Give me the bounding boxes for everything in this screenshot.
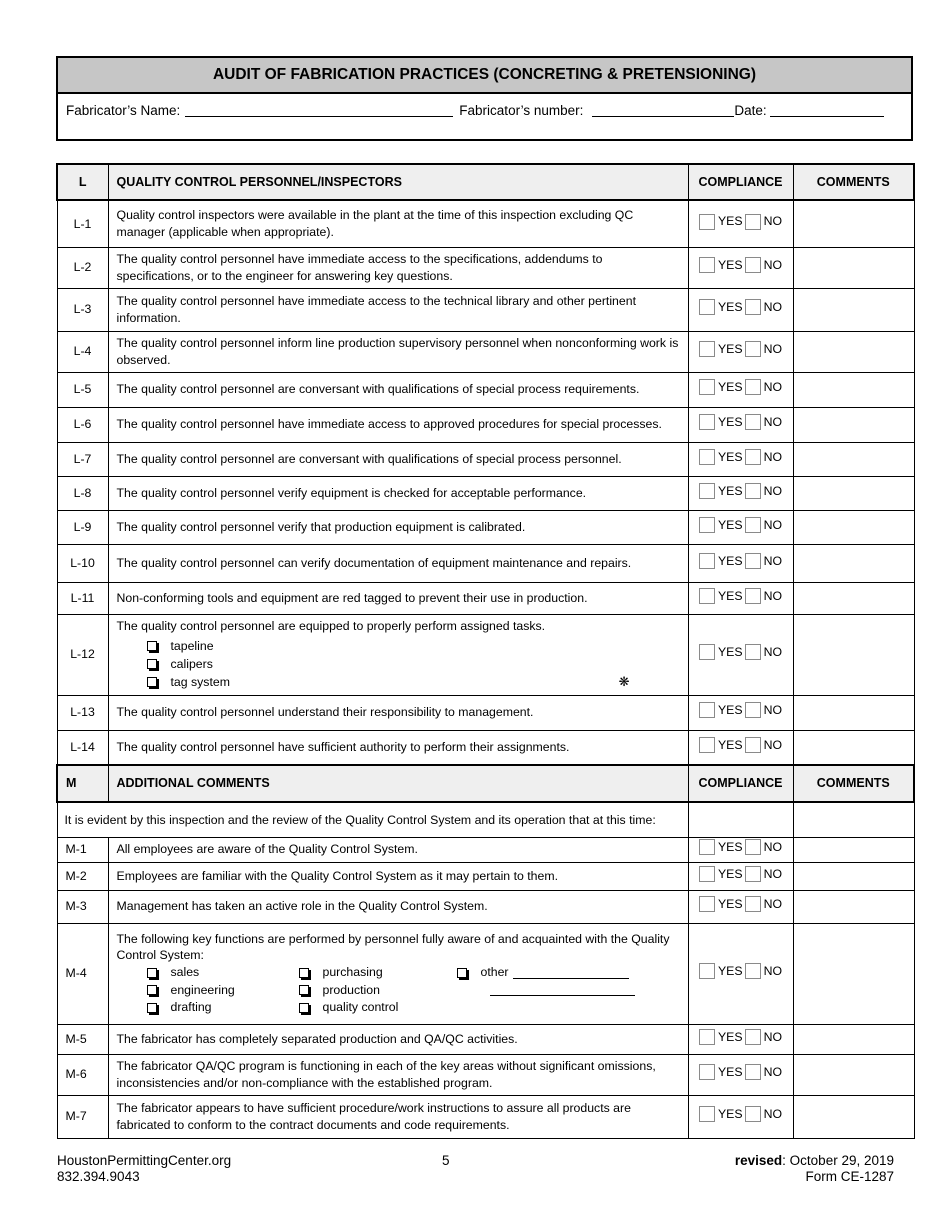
row-text: The quality control personnel have immediate access to the technical library and other pertinent information. [108, 288, 688, 331]
row-text: The quality control personnel have sufficient authority to perform their assignments. [108, 730, 688, 765]
comments-header: COMMENTS [793, 765, 914, 802]
date-field [734, 103, 883, 118]
footer-revision [735, 1153, 894, 1185]
comments-cell[interactable] [793, 407, 914, 442]
row-text: The fabricator QA/QC program is functioning in each of the key areas without significant omissions, inconsistencies and/or non-compliance with the established program. [108, 1054, 688, 1095]
row-id: L-6 [57, 407, 108, 442]
checklist-table [56, 163, 915, 1139]
no-checkbox[interactable] [745, 299, 761, 315]
form-title: AUDIT OF FABRICATION PRACTICES (CONCRETING & PRETENSIONING) [58, 58, 911, 94]
no-label: NO [763, 300, 783, 315]
no-label: NO [763, 553, 783, 568]
no-label: NO [763, 483, 783, 498]
compliance-cell [688, 582, 793, 614]
comments-cell[interactable] [793, 1095, 914, 1138]
empty-cell [457, 999, 657, 1017]
purchasing-checkbox[interactable] [299, 968, 309, 978]
comments-header: COMMENTS [793, 164, 914, 200]
no-label: NO [763, 517, 783, 532]
yes-checkbox[interactable] [699, 737, 715, 753]
yes-checkbox[interactable] [699, 1106, 715, 1122]
engineering-checkbox[interactable] [147, 985, 157, 995]
row-text [108, 614, 688, 695]
yes-checkbox[interactable] [699, 866, 715, 882]
comments-cell[interactable] [793, 1024, 914, 1054]
list-item [299, 964, 457, 982]
no-label: NO [763, 449, 783, 464]
compliance-cell [688, 695, 793, 730]
compliance-header: COMPLIANCE [688, 765, 793, 802]
compliance-cell [688, 890, 793, 923]
row-id: M-6 [57, 1054, 108, 1095]
row-text: Quality control inspectors were available in the plant at the time of this inspection excluding QC manager (applicable when appropriate). [108, 200, 688, 247]
compliance-cell [688, 544, 793, 582]
section-m-title: ADDITIONAL COMMENTS [108, 765, 688, 802]
no-label: NO [763, 380, 783, 395]
compliance-cell [688, 200, 793, 247]
no-label: NO [763, 1029, 783, 1044]
yes-label: YES [717, 737, 743, 752]
row-text: The fabricator appears to have sufficient procedure/work instructions to assure all products are fabricated to conform to the contract documents and code requirements. [108, 1095, 688, 1138]
table-row [57, 1095, 914, 1138]
footer-phone: 832.394.9043 [57, 1169, 140, 1184]
no-checkbox[interactable] [745, 1106, 761, 1122]
yes-checkbox[interactable] [699, 1029, 715, 1045]
compliance-cell [688, 442, 793, 476]
yes-checkbox[interactable] [699, 257, 715, 273]
table-row [57, 200, 914, 247]
list-item [117, 655, 680, 673]
row-text [108, 923, 688, 1024]
compliance-cell [688, 1054, 793, 1095]
row-id: L-4 [57, 331, 108, 372]
yes-label: YES [717, 588, 743, 603]
row-id: L-11 [57, 582, 108, 614]
comments-cell[interactable] [793, 510, 914, 544]
yes-checkbox[interactable] [699, 702, 715, 718]
row-text: The quality control personnel have immediate access to approved procedures for special processes. [108, 407, 688, 442]
no-label: NO [763, 840, 783, 855]
row-id: L-10 [57, 544, 108, 582]
no-label: NO [763, 703, 783, 718]
yes-label: YES [717, 342, 743, 357]
list-item [299, 981, 457, 999]
other-checkbox[interactable] [457, 968, 467, 978]
comments-cell[interactable] [793, 890, 914, 923]
table-row [57, 730, 914, 765]
no-checkbox[interactable] [745, 214, 761, 230]
yes-checkbox[interactable] [699, 483, 715, 499]
table-row [57, 510, 914, 544]
row-id: L-12 [57, 614, 108, 695]
yes-label: YES [717, 840, 743, 855]
tapeline-checkbox[interactable] [147, 641, 157, 651]
other-input[interactable] [513, 967, 629, 979]
table-row [57, 923, 914, 1024]
no-checkbox[interactable] [745, 1029, 761, 1045]
fabricator-number-field [459, 103, 734, 118]
yes-label: YES [717, 258, 743, 273]
row-id: L-5 [57, 372, 108, 407]
yes-label: YES [717, 415, 743, 430]
yes-label: YES [717, 483, 743, 498]
compliance-cell [688, 372, 793, 407]
row-id: L-9 [57, 510, 108, 544]
list-item [117, 673, 680, 691]
no-checkbox[interactable] [745, 1064, 761, 1080]
list-item [457, 964, 657, 982]
yes-checkbox[interactable] [699, 379, 715, 395]
page-number: 5 [442, 1153, 450, 1168]
function-label: quality control [322, 1000, 399, 1015]
production-checkbox[interactable] [299, 985, 309, 995]
other-input-line-2[interactable] [490, 984, 635, 996]
yes-checkbox[interactable] [699, 644, 715, 660]
no-label: NO [763, 866, 783, 881]
no-checkbox[interactable] [745, 963, 761, 979]
function-label: production [322, 982, 380, 997]
yes-checkbox[interactable] [699, 299, 715, 315]
section-m-intro: It is evident by this inspection and the review of the Quality Control System and its operation that at this time: [57, 802, 688, 837]
sub-item-label: tapeline [170, 639, 214, 653]
row-text: The quality control personnel inform line production supervisory personnel when nonconforming work is observed. [108, 331, 688, 372]
function-label: other [480, 965, 509, 980]
sales-checkbox[interactable] [147, 968, 157, 978]
list-item [147, 981, 299, 999]
table-row [57, 288, 914, 331]
comments-cell[interactable] [793, 288, 914, 331]
yes-label: YES [717, 300, 743, 315]
row-text: The quality control personnel understand their responsibility to management. [108, 695, 688, 730]
compliance-cell [688, 407, 793, 442]
row-id: M-3 [57, 890, 108, 923]
no-label: NO [763, 258, 783, 273]
sub-item-label: tag system [170, 675, 230, 689]
no-label: NO [763, 214, 783, 229]
table-row [57, 247, 914, 288]
table-row [57, 802, 914, 837]
row-id: M-4 [57, 923, 108, 1024]
table-row [57, 862, 914, 890]
yes-checkbox[interactable] [699, 214, 715, 230]
list-item [457, 981, 657, 999]
row-text: The quality control personnel verify equipment is checked for acceptable performance. [108, 476, 688, 510]
date-input[interactable] [770, 103, 884, 117]
tag-system-checkbox[interactable] [147, 677, 157, 687]
comments-cell[interactable] [793, 200, 914, 247]
no-checkbox[interactable] [745, 866, 761, 882]
row-text: Management has taken an active role in the Quality Control System. [108, 890, 688, 923]
list-item [147, 999, 299, 1017]
compliance-cell [688, 730, 793, 765]
no-label: NO [763, 645, 783, 660]
no-checkbox[interactable] [745, 737, 761, 753]
revised-label: revised [734, 1153, 783, 1168]
comments-cell[interactable] [793, 837, 914, 862]
fabricator-name-field [66, 103, 453, 118]
fabricator-name-label: Fabricator’s Name: [66, 103, 181, 118]
comments-cell[interactable] [793, 923, 914, 1024]
yes-label: YES [717, 1065, 743, 1080]
yes-label: YES [717, 1107, 743, 1122]
row-text: The quality control personnel verify that production equipment is calibrated. [108, 510, 688, 544]
comments-cell[interactable] [793, 582, 914, 614]
comments-cell[interactable] [793, 442, 914, 476]
comments-cell[interactable] [793, 476, 914, 510]
key-functions-list [117, 964, 680, 1017]
table-row [57, 331, 914, 372]
no-label: NO [763, 415, 783, 430]
row-id: L-7 [57, 442, 108, 476]
compliance-cell [688, 476, 793, 510]
yes-checkbox[interactable] [699, 517, 715, 533]
yes-checkbox[interactable] [699, 553, 715, 569]
header-fields [58, 94, 911, 118]
row-text: All employees are aware of the Quality Control System. [108, 837, 688, 862]
yes-label: YES [717, 964, 743, 979]
no-checkbox[interactable] [745, 588, 761, 604]
table-row [57, 1024, 914, 1054]
yes-checkbox[interactable] [699, 414, 715, 430]
function-label: sales [170, 965, 200, 980]
row-text: Employees are familiar with the Quality Control System as it may pertain to them. [108, 862, 688, 890]
fabricator-name-input[interactable] [185, 103, 453, 117]
comments-cell[interactable] [793, 544, 914, 582]
compliance-header: COMPLIANCE [688, 164, 793, 200]
compliance-cell [688, 247, 793, 288]
no-checkbox[interactable] [745, 553, 761, 569]
yes-checkbox[interactable] [699, 963, 715, 979]
row-id: L-8 [57, 476, 108, 510]
comments-cell[interactable] [793, 730, 914, 765]
no-checkbox[interactable] [745, 644, 761, 660]
revised-date: : October 29, 2019 [782, 1153, 894, 1168]
no-checkbox[interactable] [745, 839, 761, 855]
compliance-cell [688, 288, 793, 331]
no-checkbox[interactable] [745, 702, 761, 718]
no-label: NO [763, 964, 783, 979]
row-id: L-3 [57, 288, 108, 331]
form-number: Form CE-1287 [805, 1169, 894, 1184]
compliance-cell [688, 1095, 793, 1138]
table-row [57, 442, 914, 476]
table-row [57, 582, 914, 614]
yes-label: YES [717, 380, 743, 395]
yes-label: YES [717, 645, 743, 660]
row-text: Non-conforming tools and equipment are red tagged to prevent their use in production. [108, 582, 688, 614]
compliance-cell [688, 510, 793, 544]
row-text-main: The quality control personnel are equipped to properly perform assigned tasks. [116, 618, 546, 633]
row-text: The quality control personnel have immediate access to the specifications, addendums to specifications, or to the engineer for answering key questions. [108, 247, 688, 288]
table-row [57, 614, 914, 695]
calipers-checkbox[interactable] [147, 659, 157, 669]
row-id: M-2 [57, 862, 108, 890]
compliance-cell [688, 837, 793, 862]
list-item [299, 999, 457, 1017]
row-id: L-2 [57, 247, 108, 288]
asterisk-icon: ❋ [618, 674, 630, 689]
comments-cell[interactable] [793, 372, 914, 407]
no-label: NO [763, 1065, 783, 1080]
yes-checkbox[interactable] [699, 896, 715, 912]
quality-control-checkbox[interactable] [299, 1003, 309, 1013]
list-item [117, 637, 680, 655]
compliance-cell [688, 862, 793, 890]
function-label: purchasing [322, 965, 383, 980]
row-id: L-13 [57, 695, 108, 730]
table-row [57, 372, 914, 407]
compliance-cell [688, 1024, 793, 1054]
form-header [56, 56, 913, 141]
table-row [57, 837, 914, 862]
yes-checkbox[interactable] [699, 588, 715, 604]
no-checkbox[interactable] [745, 517, 761, 533]
yes-label: YES [717, 214, 743, 229]
section-l-header [57, 164, 914, 200]
comments-cell[interactable] [793, 802, 914, 837]
comments-cell[interactable] [793, 862, 914, 890]
row-id: L-1 [57, 200, 108, 247]
table-row [57, 407, 914, 442]
no-label: NO [763, 1107, 783, 1122]
table-row [57, 1054, 914, 1095]
no-label: NO [763, 588, 783, 603]
table-row [57, 544, 914, 582]
comments-cell[interactable] [793, 247, 914, 288]
row-id: M-1 [57, 837, 108, 862]
list-item [147, 964, 299, 982]
no-checkbox[interactable] [745, 341, 761, 357]
compliance-cell [688, 923, 793, 1024]
compliance-cell [688, 331, 793, 372]
fabricator-number-input[interactable] [592, 103, 734, 117]
row-text: The quality control personnel can verify documentation of equipment maintenance and repairs. [108, 544, 688, 582]
function-label: drafting [170, 1000, 212, 1015]
section-m-header [57, 765, 914, 802]
table-row [57, 695, 914, 730]
no-checkbox[interactable] [745, 257, 761, 273]
sub-item-label: calipers [170, 657, 213, 671]
no-checkbox[interactable] [745, 379, 761, 395]
no-label: NO [763, 342, 783, 357]
comments-cell[interactable] [793, 331, 914, 372]
section-l-title: QUALITY CONTROL PERSONNEL/INSPECTORS [108, 164, 688, 200]
yes-checkbox[interactable] [699, 1064, 715, 1080]
footer-website: HoustonPermittingCenter.org [57, 1153, 232, 1168]
row-text: The quality control personnel are conversant with qualifications of special process requirements. [108, 372, 688, 407]
comments-cell[interactable] [793, 1054, 914, 1095]
yes-label: YES [717, 449, 743, 464]
yes-label: YES [717, 517, 743, 532]
row-text: The quality control personnel are conversant with qualifications of special process personnel. [108, 442, 688, 476]
yes-label: YES [717, 553, 743, 568]
yes-checkbox[interactable] [699, 449, 715, 465]
date-label: Date: [734, 103, 767, 118]
comments-cell[interactable] [793, 695, 914, 730]
drafting-checkbox[interactable] [147, 1003, 157, 1013]
row-id: L-14 [57, 730, 108, 765]
row-id: M-7 [57, 1095, 108, 1138]
compliance-cell [688, 614, 793, 695]
yes-checkbox[interactable] [699, 341, 715, 357]
fabricator-number-label: Fabricator’s number: [459, 103, 584, 118]
no-checkbox[interactable] [745, 449, 761, 465]
table-row [57, 890, 914, 923]
section-l-id: L [57, 164, 108, 200]
yes-checkbox[interactable] [699, 839, 715, 855]
yes-label: YES [717, 1029, 743, 1044]
no-checkbox[interactable] [745, 483, 761, 499]
row-text: The fabricator has completely separated production and QA/QC activities. [108, 1024, 688, 1054]
function-label: engineering [170, 982, 235, 997]
yes-label: YES [717, 866, 743, 881]
row-id: M-5 [57, 1024, 108, 1054]
table-row [57, 476, 914, 510]
yes-label: YES [717, 897, 743, 912]
section-m-id: M [57, 765, 108, 802]
row-text-main: The following key functions are performed by personnel fully aware of and acquainted with the Quality Control System: [116, 931, 670, 963]
comments-cell[interactable] [793, 614, 914, 695]
compliance-cell [688, 802, 793, 837]
no-checkbox[interactable] [745, 414, 761, 430]
no-label: NO [763, 737, 783, 752]
no-checkbox[interactable] [745, 896, 761, 912]
no-label: NO [763, 897, 783, 912]
yes-label: YES [717, 703, 743, 718]
footer-contact [57, 1153, 231, 1185]
